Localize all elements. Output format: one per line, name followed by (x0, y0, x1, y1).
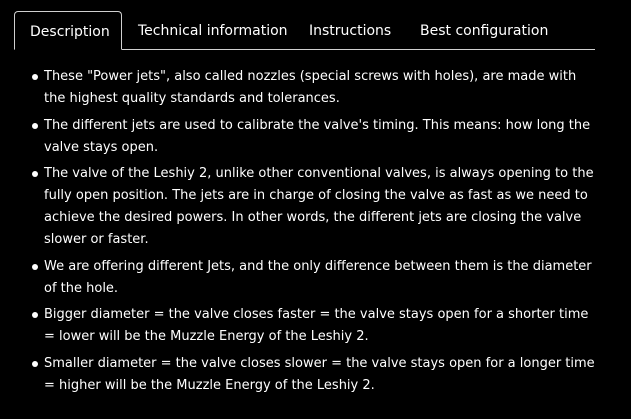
bullet-icon (32, 123, 38, 129)
description-panel (30, 66, 600, 401)
tab-instructions[interactable]: Instructions (309, 23, 392, 39)
list-item (30, 304, 600, 348)
bullet-icon (32, 264, 38, 270)
description-list (30, 66, 600, 397)
tab-bar (14, 11, 595, 50)
list-item-text: Bigger diameter = the valve closes faster = the valve stays open for a shorter time = lower will be the Muzzle Energy of the Leshiy 2. (44, 307, 589, 344)
list-item-text: These "Power jets", also called nozzles (special screws with holes), are made with the highest quality standards and tolerances. (44, 69, 577, 106)
list-item (30, 353, 600, 397)
list-item (30, 256, 600, 300)
list-item (30, 66, 600, 110)
bullet-icon (32, 361, 38, 367)
bullet-icon (32, 312, 38, 318)
tab-best-configuration[interactable]: Best configuration (420, 23, 549, 39)
list-item-text: We are offering different Jets, and the only difference between them is the diameter of the hole. (44, 258, 592, 296)
list-item-text: The different jets are used to calibrate the valve's timing. This means: how long the valve stays open. (44, 117, 591, 155)
list-item (30, 163, 600, 251)
bullet-icon (32, 74, 38, 80)
tab-technical-information[interactable]: Technical information (138, 23, 288, 39)
list-item (30, 115, 600, 159)
list-item-text: The valve of the Leshiy 2, unlike other conventional valves, is always opening to the fully open position. The jets are in charge of closing the valve as fast as we need to achieve the desired powers. In other words, the different jets are closing the valve slower or faster. (44, 166, 594, 247)
list-item-text: Smaller diameter = the valve closes slower = the valve stays open for a longer time = higher will be the Muzzle Energy of the Leshiy 2. (44, 355, 595, 393)
tab-description[interactable]: Description (14, 11, 122, 50)
bullet-icon (32, 171, 38, 177)
